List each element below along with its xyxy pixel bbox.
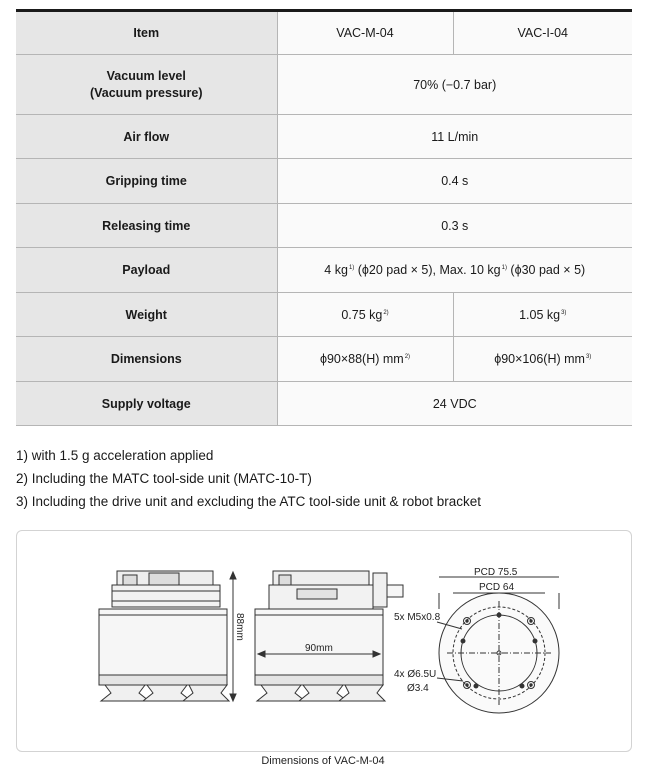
dimensions-i-footnote: 3) <box>585 354 592 360</box>
vacuum-label <box>16 55 277 115</box>
header-vac-m: VAC-M-04 <box>277 11 453 55</box>
weight-vac-m <box>277 293 453 337</box>
dimensions-m-footnote: 2) <box>404 354 411 360</box>
figure-caption: Dimensions of VAC-M-04 <box>261 755 385 767</box>
pcd-outer-label: PCD 75.5 <box>474 567 518 578</box>
vacuum-value: 70% (−0.7 bar) <box>277 55 632 115</box>
height-dimension-label: 88mm <box>234 613 245 641</box>
payload-part-b: (ϕ20 pad × 5), Max. 10 kg <box>354 263 501 277</box>
spec-table <box>16 9 632 426</box>
dimensions-m-value: ϕ90×88(H) mm <box>319 352 404 366</box>
gripping-label: Gripping time <box>16 159 277 204</box>
header-item: Item <box>16 11 277 55</box>
weight-m-footnote: 2) <box>383 309 389 316</box>
thread-label: 5x M5x0.8 <box>394 612 441 623</box>
dimensions-row <box>16 337 632 382</box>
gripping-value: 0.4 s <box>277 159 632 204</box>
airflow-label: Air flow <box>16 115 277 159</box>
payload-label: Payload <box>16 248 277 293</box>
footnote-2: 2) Including the MATC tool-side unit (MATC-10-T) <box>16 471 312 486</box>
payload-part-c: (ϕ30 pad × 5) <box>506 263 586 277</box>
weight-row <box>16 293 632 337</box>
side-view <box>255 571 403 701</box>
vacuum-row <box>16 55 632 115</box>
vacuum-label-line-1: Vacuum level <box>106 68 186 83</box>
releasing-value: 0.3 s <box>277 204 632 248</box>
header-row <box>16 11 632 55</box>
dimensions-vac-i <box>453 337 632 382</box>
front-view <box>99 571 229 701</box>
weight-i-value: 1.05 kg <box>519 307 561 322</box>
footnote-3: 3) Including the drive unit and excluding the ATC tool-side unit & robot bracket <box>16 494 482 509</box>
weight-i-footnote: 3) <box>561 309 567 316</box>
width-dimension-label: 90mm <box>305 643 333 654</box>
payload-value <box>277 248 632 293</box>
drawing-svg <box>17 531 631 751</box>
header-vac-i: VAC-I-04 <box>453 11 632 55</box>
supply-label: Supply voltage <box>16 382 277 426</box>
releasing-label: Releasing time <box>16 204 277 248</box>
dimensions-i-value: ϕ90×106(H) mm <box>494 352 585 366</box>
hole-label-2: Ø3.4 <box>407 683 429 694</box>
vacuum-label-line-2: (Vacuum pressure) <box>89 85 203 100</box>
airflow-value: 11 L/min <box>277 115 632 159</box>
hole-label-1: 4x Ø6.5U <box>394 669 437 680</box>
payload-part-a: 4 kg <box>324 263 348 277</box>
bottom-view <box>437 577 559 713</box>
airflow-row <box>16 115 632 159</box>
dimension-drawing <box>16 530 632 752</box>
gripping-row <box>16 159 632 204</box>
payload-row <box>16 248 632 293</box>
footnote-1: 1) with 1.5 g acceleration applied <box>16 448 214 463</box>
pcd-inner-label: PCD 64 <box>479 582 515 593</box>
payload-footnote-1b: 1) <box>501 265 507 271</box>
releasing-row <box>16 204 632 248</box>
payload-footnote-1a: 1) <box>348 265 355 271</box>
supply-row <box>16 382 632 426</box>
weight-vac-i <box>453 293 632 337</box>
dimensions-vac-m <box>277 337 453 382</box>
dimensions-label: Dimensions <box>16 337 277 382</box>
supply-value: 24 VDC <box>277 382 632 426</box>
footnotes <box>16 444 481 513</box>
weight-m-value: 0.75 kg <box>341 307 383 322</box>
weight-label: Weight <box>16 293 277 337</box>
